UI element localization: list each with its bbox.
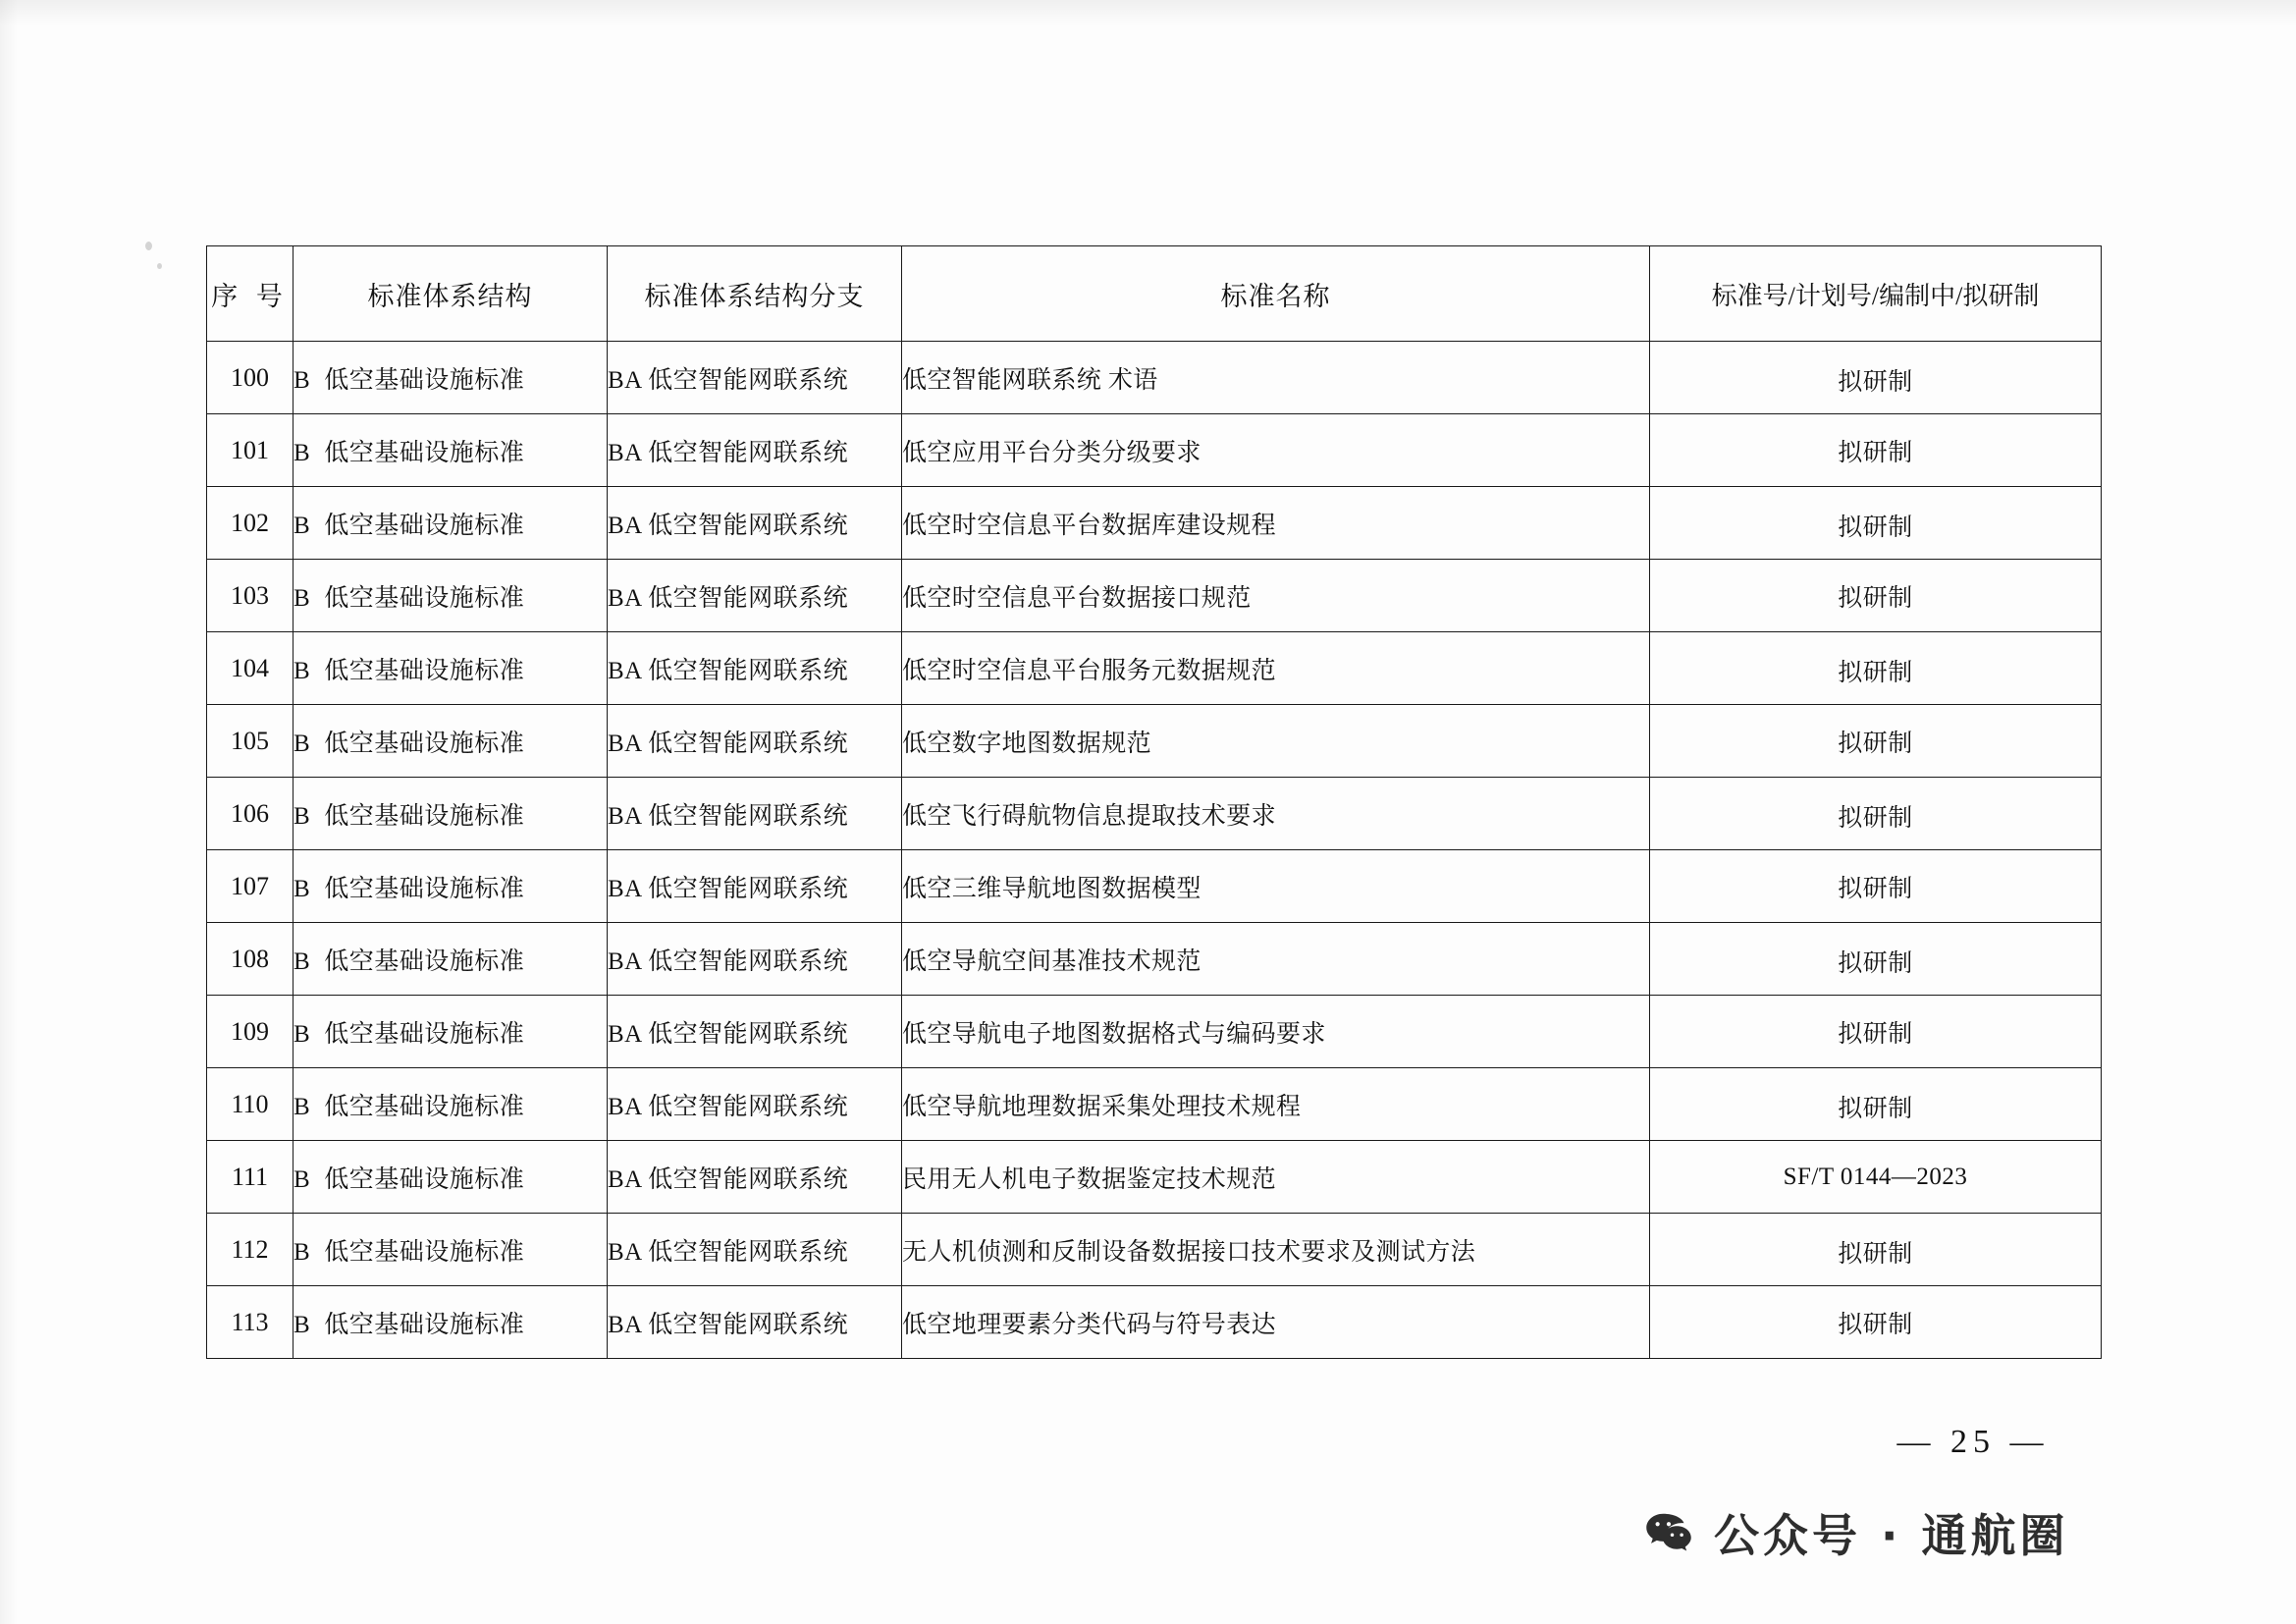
- cell-index: 103: [207, 560, 294, 632]
- system-letter: B: [294, 439, 311, 466]
- system-label: 低空基础设施标准: [324, 366, 525, 394]
- cell-standard-code: 拟研制: [1650, 1216, 2102, 1288]
- system-letter: B: [294, 1311, 311, 1338]
- wechat-icon: [1641, 1505, 1696, 1560]
- cell-branch: BA 低空智能网联系统: [608, 1286, 902, 1359]
- system-letter: B: [294, 802, 311, 830]
- cell-standard-code: 拟研制: [1650, 850, 2102, 923]
- cell-branch: BA 低空智能网联系统: [608, 632, 902, 705]
- cell-standard-code: 拟研制: [1650, 705, 2102, 778]
- cell-standard-name: 低空时空信息平台服务元数据规范: [902, 632, 1650, 705]
- table-row: [207, 342, 2102, 414]
- cell-standard-name: 低空应用平台分类分级要求: [902, 414, 1650, 487]
- cell-branch: BA 低空智能网联系统: [608, 487, 902, 560]
- cell-standard-code: 拟研制: [1650, 489, 2102, 562]
- standards-table-container: [206, 245, 2101, 1359]
- cell-branch: BA 低空智能网联系统: [608, 996, 902, 1068]
- cell-branch: BA 低空智能网联系统: [608, 414, 902, 487]
- system-label: 低空基础设施标准: [324, 947, 525, 975]
- cell-standard-code: 拟研制: [1650, 1286, 2102, 1359]
- table-row: [207, 923, 2102, 996]
- system-letter: B: [294, 584, 311, 612]
- table-row: [207, 1286, 2102, 1359]
- cell-system: [294, 705, 608, 778]
- cell-standard-code: 拟研制: [1650, 1070, 2102, 1143]
- cell-system: [294, 632, 608, 705]
- cell-branch: BA 低空智能网联系统: [608, 705, 902, 778]
- system-letter: B: [294, 875, 311, 902]
- cell-branch: BA 低空智能网联系统: [608, 1068, 902, 1141]
- cell-index: 111: [207, 1141, 294, 1214]
- column-header-branch: 标准体系结构分支: [608, 246, 902, 342]
- column-header-system: 标准体系结构: [294, 246, 608, 342]
- cell-branch: BA 低空智能网联系统: [608, 923, 902, 996]
- cell-index: 110: [207, 1068, 294, 1141]
- cell-standard-name: 低空飞行碍航物信息提取技术要求: [902, 778, 1650, 850]
- cell-system: [294, 923, 608, 996]
- table-row: [207, 1068, 2102, 1141]
- cell-index: 112: [207, 1214, 294, 1286]
- scan-edge-left: [0, 0, 18, 1624]
- table-row: [207, 778, 2102, 850]
- cell-index: 109: [207, 996, 294, 1068]
- system-label: 低空基础设施标准: [324, 1020, 525, 1048]
- table-row: [207, 1214, 2102, 1286]
- system-label: 低空基础设施标准: [324, 584, 525, 612]
- cell-system: [294, 414, 608, 487]
- cell-index: 101: [207, 414, 294, 487]
- column-header-index: 序 号: [207, 246, 294, 342]
- system-letter: B: [294, 947, 311, 975]
- cell-standard-code: 拟研制: [1650, 560, 2102, 632]
- scan-speck: [145, 242, 152, 250]
- system-letter: B: [294, 730, 311, 757]
- cell-branch: BA 低空智能网联系统: [608, 1214, 902, 1286]
- system-letter: B: [294, 366, 311, 394]
- cell-index: 105: [207, 705, 294, 778]
- cell-index: 113: [207, 1286, 294, 1359]
- cell-system: [294, 1068, 608, 1141]
- table-row: [207, 632, 2102, 705]
- system-letter: B: [294, 512, 311, 539]
- system-letter: B: [294, 1238, 311, 1266]
- system-label: 低空基础设施标准: [324, 1238, 525, 1266]
- cell-standard-name: 低空导航电子地图数据格式与编码要求: [902, 996, 1650, 1068]
- system-letter: B: [294, 657, 311, 684]
- cell-standard-name: 低空导航地理数据采集处理技术规程: [902, 1068, 1650, 1141]
- cell-standard-name: 低空地理要素分类代码与符号表达: [902, 1286, 1650, 1359]
- system-letter: B: [294, 1165, 311, 1193]
- system-label: 低空基础设施标准: [324, 439, 525, 466]
- table-body: [207, 342, 2102, 1359]
- cell-standard-name: 低空导航空间基准技术规范: [902, 923, 1650, 996]
- system-label: 低空基础设施标准: [324, 657, 525, 684]
- cell-standard-name: 低空时空信息平台数据接口规范: [902, 560, 1650, 632]
- cell-system: [294, 487, 608, 560]
- table-row: [207, 996, 2102, 1068]
- system-label: 低空基础设施标准: [324, 512, 525, 539]
- cell-system: [294, 1214, 608, 1286]
- cell-system: [294, 560, 608, 632]
- cell-branch: BA 低空智能网联系统: [608, 342, 902, 414]
- cell-standard-name: 低空时空信息平台数据库建设规程: [902, 487, 1650, 560]
- system-label: 低空基础设施标准: [324, 1093, 525, 1120]
- table-row: [207, 487, 2102, 560]
- cell-branch: BA 低空智能网联系统: [608, 778, 902, 850]
- table-row: [207, 1141, 2102, 1214]
- cell-standard-code: 拟研制: [1650, 925, 2102, 998]
- column-header-code: 标准号/计划号/编制中/拟研制: [1650, 246, 2102, 342]
- cell-standard-name: 低空数字地图数据规范: [902, 705, 1650, 778]
- cell-branch: BA 低空智能网联系统: [608, 850, 902, 923]
- page-number: — 25 —: [1896, 1424, 2050, 1460]
- cell-system: [294, 1286, 608, 1359]
- cell-standard-code: 拟研制: [1650, 996, 2102, 1068]
- cell-system: [294, 342, 608, 414]
- system-label: 低空基础设施标准: [324, 1311, 525, 1338]
- cell-index: 108: [207, 923, 294, 996]
- cell-branch: BA 低空智能网联系统: [608, 560, 902, 632]
- table-header: [207, 246, 2102, 342]
- column-header-name: 标准名称: [902, 246, 1650, 342]
- brand-text: 公众号 · 通航圈: [1714, 1509, 2069, 1562]
- cell-standard-name: 无人机侦测和反制设备数据接口技术要求及测试方法: [902, 1214, 1650, 1286]
- cell-index: 106: [207, 778, 294, 850]
- table-row: [207, 560, 2102, 632]
- cell-standard-code: 拟研制: [1650, 634, 2102, 707]
- table-header-row: [207, 246, 2102, 342]
- cell-standard-code: 拟研制: [1650, 414, 2102, 487]
- system-label: 低空基础设施标准: [324, 802, 525, 830]
- cell-system: [294, 1141, 608, 1214]
- cell-index: 104: [207, 632, 294, 705]
- scan-edge-top: [0, 0, 2296, 26]
- table-row: [207, 414, 2102, 487]
- cell-standard-name: 低空三维导航地图数据模型: [902, 850, 1650, 923]
- system-label: 低空基础设施标准: [324, 730, 525, 757]
- cell-branch: BA 低空智能网联系统: [608, 1141, 902, 1214]
- scan-speck: [157, 263, 162, 269]
- cell-index: 102: [207, 487, 294, 560]
- cell-system: [294, 996, 608, 1068]
- footer-brand: [1641, 1500, 2069, 1565]
- cell-standard-code: 拟研制: [1650, 780, 2102, 852]
- table-row: [207, 705, 2102, 778]
- cell-standard-name: 民用无人机电子数据鉴定技术规范: [902, 1141, 1650, 1214]
- cell-system: [294, 850, 608, 923]
- cell-system: [294, 778, 608, 850]
- cell-index: 100: [207, 342, 294, 414]
- cell-standard-code: SF/T 0144—2023: [1650, 1141, 2102, 1214]
- system-label: 低空基础设施标准: [324, 875, 525, 902]
- system-letter: B: [294, 1020, 311, 1048]
- cell-standard-code: 拟研制: [1650, 344, 2102, 416]
- system-label: 低空基础设施标准: [324, 1165, 525, 1193]
- system-letter: B: [294, 1093, 311, 1120]
- table-row: [207, 850, 2102, 923]
- cell-standard-name: 低空智能网联系统 术语: [902, 342, 1650, 414]
- standards-table: [206, 245, 2102, 1359]
- cell-index: 107: [207, 850, 294, 923]
